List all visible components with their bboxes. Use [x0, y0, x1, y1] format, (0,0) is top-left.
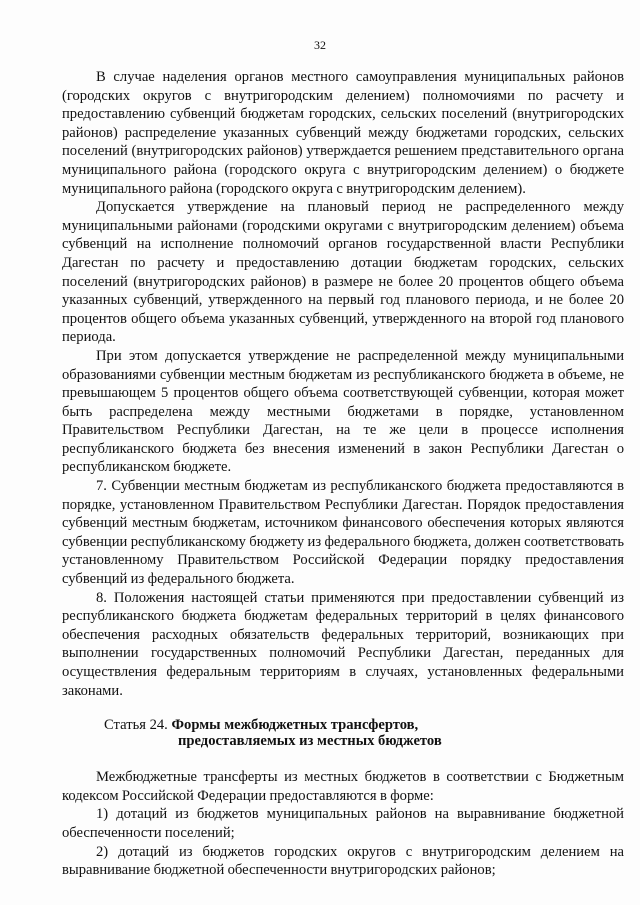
paragraph-item-8: 8. Положения настоящей статьи применяются при предоставлении субвенций из республиканского бюджета бюджетам федеральных территорий в целях финансового обеспечения расходных обязательств федеральных территорий, возникающих при выполнении государственных полномочий Республики Дагестан, переданных для осуществления федеральным территориям в случаях, установленных федеральными законами. [62, 589, 624, 699]
paragraph-item-7: 7. Субвенции местным бюджетам из республиканского бюджета предоставляются в порядке, установленном Правительством Республики Дагестан. Порядок предоставления субвенций местным бюджетам, источником финансового обеспечения которых являются субвенции республиканскому бюджету из федерального бюджета, должен соответствовать установленному Правительством Российской Федерации порядку предоставления субвенций из федерального бюджета. [62, 478, 624, 588]
article-label: Статья 24. [104, 717, 168, 734]
list-item-2: 2) дотаций из бюджетов городских округов с внутригородским делением на выравнивание бюджетной обеспеченности внутригородских районов; [62, 843, 624, 879]
article-title-line1: Формы межбюджетных трансфертов, [171, 717, 419, 734]
page-number: 32 [314, 38, 326, 52]
paragraph-planning-period: Допускается утверждение на плановый период не распределенного между муниципальными районами (городскими округами с внутригородским делением) объема субвенций на исполнение полномочий органов государственной власти Республики Дагестан по расчету и предоставлению дотации бюджетам городских, сельских поселений (внутригородских районов) в размере не более 20 процентов общего объема указанных субвенций, утвержденного на первый год планового периода, и не более 20 процентов общего объема указанных субвенций, утвержденного на второй год планового периода. [62, 199, 624, 346]
list-item-1: 1) дотаций из бюджетов муниципальных районов на выравнивание бюджетной обеспеченности поселений; [62, 806, 624, 841]
paragraph-transfer-forms: Межбюджетные трансферты из местных бюджетов в соответствии с Бюджетным кодексом Российской Федерации предоставляются в форме: [62, 769, 624, 804]
article-title-line2: предоставляемых из местных бюджетов [178, 733, 442, 750]
document-body [62, 68, 624, 880]
article-heading [62, 717, 624, 749]
paragraph-undistributed-subvention: При этом допускается утверждение не распределенной между муниципальными образованиями субвенции местным бюджетам из республиканского бюджета в объеме, не превышающем 5 процентов общего объема соответствующей субвенции, которая может быть распределена между местными бюджетами в порядке, установленном Правительством Республики Дагестан, на те же цели в процессе исполнения республиканского бюджета без внесения изменений в закон Республики Дагестан о республиканском бюджете. [62, 347, 624, 476]
paragraph-subvention-distribution: В случае наделения органов местного самоуправления муниципальных районов (городских округов с внутригородским делением) полномочиями по расчету и предоставлению субвенций бюджетам городских, сельских поселений (внутригородских районов) распределение указанных субвенций между бюджетами городских, сельских поселений (внутригородских районов) утверждается решением представительного органа муниципального района (городского округа с внутригородским делением) о бюджете муниципального района (городского округа с внутригородским делением). [62, 69, 624, 197]
